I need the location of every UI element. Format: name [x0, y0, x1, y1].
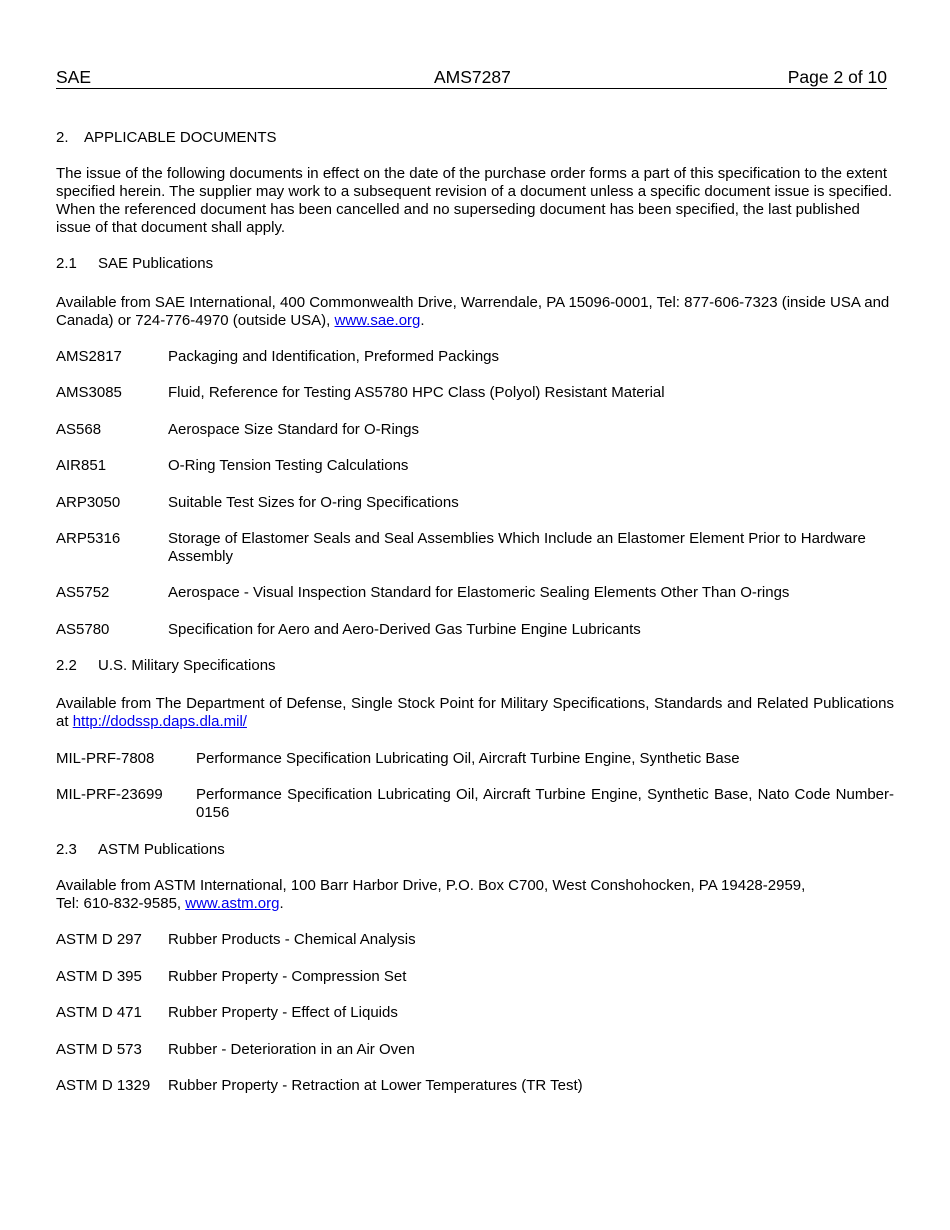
reference-title: Aerospace Size Standard for O-Rings — [168, 421, 419, 438]
reference-code: AMS2817 — [56, 348, 122, 365]
sae-availability-trailing: . — [420, 312, 425, 329]
section-title: U.S. Military Specifications — [98, 657, 276, 674]
section-title: ASTM Publications — [98, 841, 225, 858]
reference-title: Rubber Products - Chemical Analysis — [168, 931, 416, 948]
reference-title: Fluid, Reference for Testing AS5780 HPC Class (Polyol) Resistant Material — [168, 384, 665, 401]
reference-title: Performance Specification Lubricating Oil, Aircraft Turbine Engine, Synthetic Base — [196, 750, 740, 767]
military-availability-text: Available from The Department of Defense, Single Stock Point for Military Specifications, Standards and Related Publications at — [56, 695, 894, 730]
reference-code: ASTM D 395 — [56, 968, 142, 985]
reference-row — [56, 968, 894, 986]
section-number: 2.3 — [56, 841, 77, 858]
reference-title: Storage of Elastomer Seals and Seal Assemblies Which Include an Elastomer Element Prior to Hardware Assembly — [168, 530, 866, 565]
dodssp-link[interactable]: http://dodssp.daps.dla.mil/ — [72, 713, 247, 730]
reference-row — [56, 1041, 894, 1059]
page-header — [56, 67, 887, 89]
astm-availability-line-2 — [56, 895, 894, 913]
section-2-heading — [56, 129, 277, 147]
sae-availability-text: Available from SAE International, 400 Commonwealth Drive, Warrendale, PA 15096-0001, Tel: 877-606-7323 (inside USA and Canada) or 724-776-4970 (outside USA), — [56, 294, 890, 329]
reference-code: MIL-PRF-7808 — [56, 750, 155, 767]
reference-title: Suitable Test Sizes for O-ring Specifications — [168, 494, 459, 511]
reference-code: ARP5316 — [56, 530, 121, 547]
header-page-number: Page 2 of 10 — [787, 67, 887, 87]
astm-availability-trailing: . — [279, 895, 284, 912]
sae-availability — [56, 294, 894, 330]
reference-row — [56, 1077, 894, 1095]
section-number: 2.2 — [56, 657, 77, 674]
reference-title: Rubber Property - Retraction at Lower Temperatures (TR Test) — [168, 1077, 583, 1094]
section-number: 2.1 — [56, 255, 77, 272]
reference-code: AIR851 — [56, 457, 107, 474]
reference-code: ASTM D 297 — [56, 931, 142, 948]
astm-availability-line-1: Available from ASTM International, 100 Barr Harbor Drive, P.O. Box C700, West Conshohocken, PA 19428-2959, — [56, 877, 806, 894]
reference-code: ASTM D 471 — [56, 1004, 142, 1021]
reference-code: AS5752 — [56, 584, 110, 601]
section-number: 2. — [56, 129, 69, 146]
reference-code: AMS3085 — [56, 384, 122, 401]
reference-title: Specification for Aero and Aero-Derived Gas Turbine Engine Lubricants — [168, 621, 641, 638]
reference-code: ARP3050 — [56, 494, 121, 511]
reference-code: AS568 — [56, 421, 102, 438]
reference-row — [56, 750, 894, 768]
reference-row — [56, 494, 894, 512]
reference-title: O-Ring Tension Testing Calculations — [168, 457, 409, 474]
reference-row — [56, 1004, 894, 1022]
reference-row — [56, 584, 894, 602]
reference-title: Rubber Property - Effect of Liquids — [168, 1004, 398, 1021]
section-2-intro: The issue of the following documents in effect on the date of the purchase order forms a part of this specification to the extent specified herein. The supplier may work to a subsequent revision of a document unless a specific document issue is specified. When the referenced document has been cancelled and no superseding document has been specified, the last published issue of that document shall apply. — [56, 165, 893, 236]
reference-row — [56, 931, 894, 949]
section-title: APPLICABLE DOCUMENTS — [84, 129, 277, 146]
reference-code: AS5780 — [56, 621, 110, 638]
reference-row — [56, 621, 894, 639]
reference-title: Rubber Property - Compression Set — [168, 968, 407, 985]
reference-row — [56, 421, 894, 439]
reference-title: Packaging and Identification, Preformed Packings — [168, 348, 500, 365]
header-org: SAE — [56, 67, 92, 87]
reference-code: ASTM D 1329 — [56, 1077, 151, 1094]
astm-availability-text: Tel: 610-832-9585, — [56, 895, 186, 912]
reference-title: Aerospace - Visual Inspection Standard for Elastomeric Sealing Elements Other Than O-rings — [168, 584, 790, 601]
reference-row — [56, 384, 894, 402]
reference-title: Rubber - Deterioration in an Air Oven — [168, 1041, 415, 1058]
astm-link[interactable]: www.astm.org — [185, 895, 280, 912]
header-doc-id: AMS7287 — [434, 67, 511, 87]
section-2-2-heading — [56, 657, 276, 675]
reference-row — [56, 457, 894, 475]
reference-title: Performance Specification Lubricating Oil, Aircraft Turbine Engine, Synthetic Base, Nato Code Number-0156 — [196, 786, 894, 821]
military-availability — [56, 695, 894, 731]
section-2-3-heading — [56, 841, 225, 859]
section-2-1-heading — [56, 255, 213, 273]
astm-availability — [56, 877, 894, 913]
reference-row — [56, 348, 894, 366]
sae-link[interactable]: www.sae.org — [334, 312, 421, 329]
reference-row — [56, 530, 894, 566]
reference-row — [56, 786, 894, 822]
section-title: SAE Publications — [98, 255, 214, 272]
reference-code: MIL-PRF-23699 — [56, 786, 163, 803]
reference-code: ASTM D 573 — [56, 1041, 142, 1058]
